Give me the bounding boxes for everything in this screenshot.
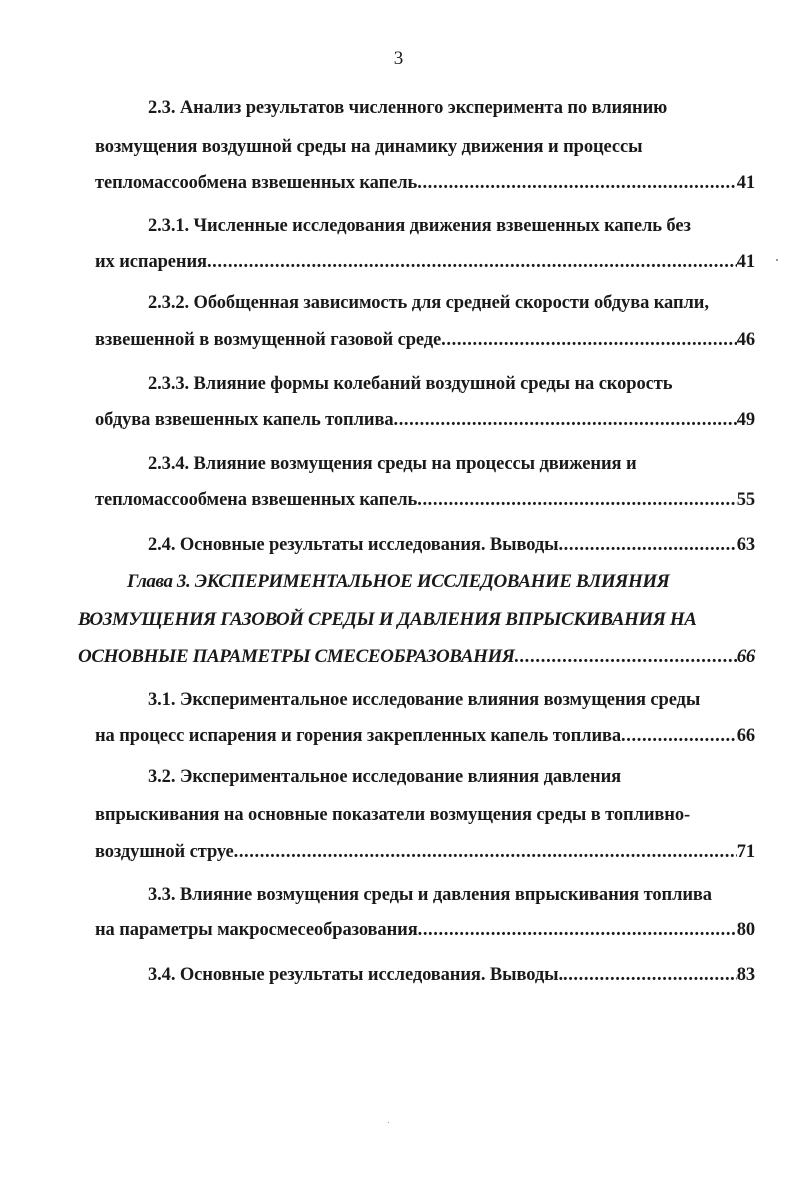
dot-leader	[515, 646, 737, 668]
toc-line: 2.3.3. Влияние формы колебаний воздушной среды на скорость	[148, 374, 673, 394]
toc-line-leader	[95, 329, 755, 351]
toc-line: впрыскивания на основные показатели возмущения среды в топливно-	[95, 805, 691, 825]
toc-page-number: 83	[736, 965, 755, 985]
dot-leader	[234, 841, 737, 863]
toc-line: обдува взвешенных капель топлива	[95, 410, 394, 430]
toc-line: 2.3.2. Обобщенная зависимость для средней скорости обдува капли,	[148, 293, 709, 313]
toc-line-leader	[148, 534, 755, 556]
toc-page-number: 80	[736, 920, 755, 940]
toc-page-number: 63	[736, 535, 755, 555]
dot-leader	[417, 489, 736, 511]
toc-page-number: 66	[736, 646, 755, 667]
toc-line-leader	[95, 172, 755, 194]
toc-line-leader	[148, 964, 755, 986]
toc-line-leader	[95, 409, 755, 431]
dot-leader	[621, 725, 737, 747]
toc-chapter-line: ОСНОВНЫЕ ПАРАМЕТРЫ СМЕСЕОБРАЗОВАНИЯ	[78, 646, 515, 667]
toc-page-number: 41	[736, 173, 755, 193]
toc-chapter-line: ВОЗМУЩЕНИЯ ГАЗОВОЙ СРЕДЫ И ДАВЛЕНИЯ ВПРЫСКИВАНИЯ НА	[78, 609, 697, 630]
toc-page-number: 66	[736, 726, 755, 746]
toc-line: на параметры макросмесеобразования	[95, 920, 418, 940]
toc-page-number: 55	[736, 490, 755, 510]
toc-line-leader	[95, 725, 755, 747]
toc-line-leader	[95, 489, 755, 511]
toc-line: на процесс испарения и горения закрепленных капель топлива	[95, 726, 622, 746]
toc-line-leader	[95, 919, 755, 941]
toc-line: 3.3. Влияние возмущения среды и давления впрыскивания топлива	[148, 885, 712, 905]
dot-leader	[393, 409, 736, 431]
toc-line: воздушной струе	[95, 842, 234, 862]
toc-line: 2.4. Основные результаты исследования. Выводы	[148, 535, 559, 555]
toc-line-leader	[78, 646, 755, 668]
toc-line-leader	[95, 251, 755, 273]
toc-chapter-line: Глава 3. ЭКСПЕРИМЕНТАЛЬНОЕ ИССЛЕДОВАНИЕ ВЛИЯНИЯ	[127, 571, 670, 592]
dot-leader	[558, 534, 736, 556]
toc-line: возмущения воздушной среды на динамику движения и процессы	[95, 137, 643, 157]
toc-line: их испарения	[95, 252, 207, 272]
toc-page-number: 71	[736, 842, 755, 862]
toc-line-leader	[95, 841, 755, 863]
dot-leader	[441, 329, 737, 351]
dot-leader	[563, 964, 737, 986]
toc-line: 2.3. Анализ результатов численного эксперимента по влиянию	[148, 98, 668, 118]
toc-page-number: 41	[736, 252, 755, 272]
toc-page-number: 46	[736, 330, 755, 350]
toc-line: 3.1. Экспериментальное исследование влияния возмущения среды	[148, 690, 701, 710]
toc-line: 3.4. Основные результаты исследования. Выводы.	[148, 965, 563, 985]
toc-page-number: 49	[736, 410, 755, 430]
toc-line: взвешенной в возмущенной газовой среде	[95, 330, 442, 350]
toc-line: тепломассообмена взвешенных капель	[95, 490, 418, 510]
scan-speck	[776, 259, 778, 261]
dot-leader	[417, 172, 736, 194]
dot-leader	[418, 919, 737, 941]
toc-line: 2.3.1. Численные исследования движения взвешенных капель без	[148, 216, 691, 236]
scan-speck	[388, 1122, 389, 1123]
toc-line: тепломассообмена взвешенных капель	[95, 173, 418, 193]
toc-line: 3.2. Экспериментальное исследование влияния давления	[148, 767, 622, 787]
dot-leader	[207, 251, 737, 273]
page-number: 3	[393, 48, 404, 69]
toc-line: 2.3.4. Влияние возмущения среды на процессы движения и	[148, 454, 637, 474]
